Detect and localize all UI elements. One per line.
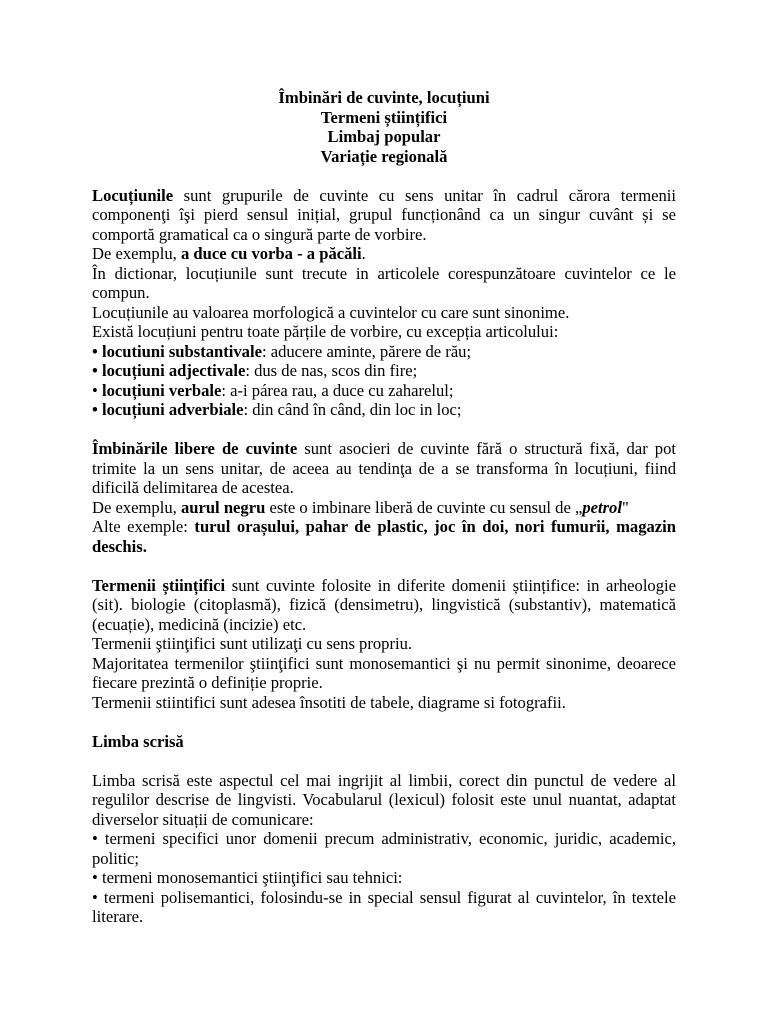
list-item: • termeni specifici unor domenii precum administrativ, economic, juridic, academic, politic; [92,829,676,868]
termeni-line-3: Majoritatea termenilor ştiinţifici sunt monosemantici şi nu permit sinonime, deoarece fiecare prezintă o definiție proprie. [92,653,676,692]
list-item: • termeni monosemantici ştiinţifici sau tehnici: [92,868,403,887]
locutiuni-value: Locuțiunile au valoarea morfologică a cuvintelor cu care sunt sinonime. [92,302,570,322]
termeni-section [92,576,676,713]
list-item: • locuțiuni adverbiale: din când în când, din loc in loc; [92,400,462,419]
title-line-2: Termeni științifici [320,107,448,127]
termeni-line-4: Termenii stiintifici sunt adesea însotiti de tabele, diagrame si fotografii. [92,692,566,712]
list-item: • locuțiuni verbale: a-i párea rau, a duce cu zaharelul; [92,380,454,400]
list-item: • termeni polisemantici, folosindu-se in special sensul figurat al cuvintelor, în textele literare. [92,887,676,926]
locutiuni-definition: Locuțiunile sunt grupurile de cuvinte cu sens unitar în cadrul cărora termenii componenţi îşi pierd sensul inițial, grupul funcționând ca un singur cuvânt și se comportă gramatical ca o singură parte de vorbire. [92,185,676,244]
termeni-definition: Termenii științifici sunt cuvinte folosite in diferite domenii științifice: in arheologie (sit). biologie (citoplasmă), fizică (densimetru), lingvistică (substantiv), matematică (ecuație), medicină (incizie) etc. [92,575,676,634]
termeni-term: Termenii științifici [92,575,226,595]
limba-scrisa-intro: Limba scrisă este aspectul cel mai ingrijit al limbii, corect din punctul de vedere al regulilor descrise de lingvisti. Vocabularul (lexicul) folosit este unul nuantat, adaptat diverselor situații de comunicare: [92,770,676,829]
imbinari-example: De exemplu, aurul negru este o imbinare liberă de cuvinte cu sensul de „petrol" [92,497,629,517]
limba-scrisa-section [92,732,676,927]
locutiuni-exist: Există locuțiuni pentru toate părțile de vorbire, cu excepția articolului: [92,322,559,341]
list-item: • locutiuni substantivale: aducere aminte, părere de rău; [92,341,472,361]
imbinari-section [92,439,676,556]
section-heading: Limba scrisă [92,731,184,751]
title-line-3: Limbaj popular [327,127,441,146]
imbinari-definition: Îmbinările libere de cuvinte sunt asocieri de cuvinte fără o structură fixă, dar pot trimite la un sens unitar, de aceea au tendinţa de a se transforma în locuțiuni, fiind dificilă delimitarea de acestea. [92,439,676,497]
imbinari-other-examples: Alte exemple: turul orașului, pahar de plastic, joc în doi, nori fumurii, magazin deschis. [92,517,676,556]
locutiuni-section [92,186,676,420]
document-body [92,88,676,927]
locutiuni-dictionary: În dictionar, locuțiunile sunt trecute in articolele corespunzătoare cuvintelor ce le compun. [92,263,676,302]
title-line-1: Îmbinări de cuvinte, locuțiuni [278,88,490,107]
locutiuni-term: Locuțiunile [92,185,174,205]
title-line-4: Variație regională [320,146,448,166]
title-block [92,88,676,166]
locutiuni-example: De exemplu, a duce cu vorba - a păcăli. [92,244,366,263]
imbinari-term: Îmbinările libere de cuvinte [92,439,298,458]
termeni-line-2: Termenii ştiinţifici sunt utilizaţi cu sens propriu. [92,634,413,653]
list-item: • locuțiuni adjectivale: dus de nas, scos din fire; [92,361,418,380]
